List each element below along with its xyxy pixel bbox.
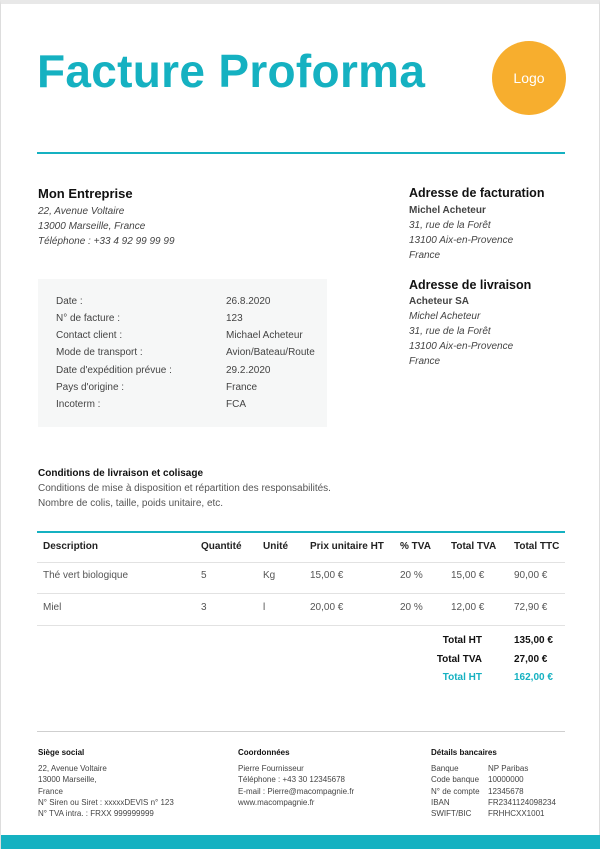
bank-value: FRHHCXX1001 bbox=[488, 809, 545, 819]
total-tva-label: Total TVA bbox=[436, 654, 482, 665]
col-header-total-ttc: Total TTC bbox=[514, 541, 560, 552]
footer-line: 13000 Marseille, bbox=[38, 775, 97, 785]
logo: Logo bbox=[492, 41, 566, 115]
cell-unit-price: 20,00 € bbox=[310, 602, 344, 613]
footer-line: N° TVA intra. : FRXX 999999999 bbox=[38, 809, 154, 819]
conditions-line: Nombre de colis, taille, poids unitaire, etc. bbox=[38, 497, 224, 509]
cell-total-ttc: 72,90 € bbox=[514, 602, 548, 613]
col-header-vat-total: Total TVA bbox=[451, 541, 497, 552]
info-label-incoterm: Incoterm : bbox=[56, 399, 101, 410]
bank-value: 10000000 bbox=[488, 775, 524, 785]
footer-accent-bar bbox=[1, 835, 600, 849]
bank-label: Banque bbox=[431, 764, 459, 773]
grand-total-value: 162,00 € bbox=[514, 672, 553, 683]
info-label-origin: Pays d'origine : bbox=[56, 382, 125, 393]
cell-description: Miel bbox=[43, 602, 62, 613]
table-divider bbox=[37, 625, 565, 626]
footer-bank-values bbox=[488, 763, 556, 819]
bank-label: N° de compte bbox=[431, 786, 480, 796]
cell-description: Thé vert biologique bbox=[43, 570, 129, 581]
bank-value: FR2341124098234 bbox=[488, 797, 556, 807]
info-value-date: 26.8.2020 bbox=[226, 296, 271, 307]
info-label-invoice-number: N° de facture : bbox=[56, 313, 121, 324]
footer-coords-text bbox=[238, 763, 354, 808]
bank-label: Code banque bbox=[431, 775, 480, 785]
footer-divider bbox=[37, 731, 565, 732]
seller-phone: Téléphone : +33 4 92 99 99 99 bbox=[38, 236, 175, 247]
bank-label: IBAN bbox=[431, 797, 450, 807]
info-value-invoice-number: 123 bbox=[226, 313, 243, 324]
cell-vat-rate: 20 % bbox=[400, 602, 423, 613]
footer-bank-labels bbox=[431, 763, 480, 819]
col-header-vat-rate: % TVA bbox=[400, 541, 431, 552]
footer-line: Pierre Fournisseur bbox=[238, 764, 304, 773]
shipping-title: Adresse de livraison bbox=[409, 278, 532, 292]
footer-bank-title: Détails bancaires bbox=[431, 748, 497, 757]
cell-vat-total: 15,00 € bbox=[451, 570, 485, 581]
shipping-address bbox=[409, 309, 513, 369]
seller-address bbox=[38, 204, 175, 249]
footer-line: 22, Avenue Voltaire bbox=[38, 764, 107, 773]
shipping-company: Acheteur SA bbox=[409, 296, 470, 307]
footer-line: N° Siren ou Siret : xxxxxDEVIS n° 123 bbox=[38, 797, 174, 807]
info-value-incoterm: FCA bbox=[226, 399, 246, 410]
footer-line: France bbox=[38, 786, 63, 796]
shipping-address-line: 13100 Aix-en-Provence bbox=[409, 341, 514, 352]
bank-value: 12345678 bbox=[488, 786, 524, 796]
cell-unit-price: 15,00 € bbox=[310, 570, 344, 581]
bank-value: NP Paribas bbox=[488, 764, 529, 773]
billing-address-line: 31, rue de la Forêt bbox=[409, 220, 491, 231]
bank-label: SWIFT/BIC bbox=[431, 809, 472, 819]
info-value-transport: Avion/Bateau/Route bbox=[226, 347, 315, 358]
total-ht-label: Total HT bbox=[442, 635, 482, 646]
billing-title: Adresse de facturation bbox=[409, 186, 545, 200]
table-top-rule bbox=[37, 531, 565, 533]
info-value-contact: Michael Acheteur bbox=[226, 330, 303, 341]
seller-address-line: 22, Avenue Voltaire bbox=[38, 206, 125, 217]
info-label-transport: Mode de transport : bbox=[56, 347, 143, 358]
header-divider bbox=[37, 152, 565, 154]
shipping-address-line: France bbox=[409, 356, 441, 367]
cell-vat-total: 12,00 € bbox=[451, 602, 485, 613]
col-header-unit: Unité bbox=[263, 541, 288, 552]
footer-email[interactable]: E-mail : Pierre@macompagnie.fr bbox=[238, 786, 355, 796]
document-title: Facture Proforma bbox=[37, 45, 426, 97]
shipping-address-line: Michel Acheteur bbox=[409, 311, 481, 322]
footer-siege-text bbox=[38, 763, 174, 819]
footer-coords-title: Coordonnées bbox=[238, 748, 290, 757]
cell-quantity: 5 bbox=[201, 570, 207, 581]
table-divider bbox=[37, 562, 565, 563]
conditions-title: Conditions de livraison et colisage bbox=[38, 468, 204, 479]
shipping-address-line: 31, rue de la Forêt bbox=[409, 326, 491, 337]
seller-name: Mon Entreprise bbox=[38, 186, 133, 201]
info-label-contact: Contact client : bbox=[56, 330, 123, 341]
footer-website[interactable]: www.macompagnie.fr bbox=[238, 797, 315, 807]
billing-address bbox=[409, 218, 513, 263]
billing-name: Michel Acheteur bbox=[409, 205, 486, 216]
col-header-description: Description bbox=[43, 541, 99, 552]
cell-unit: Kg bbox=[263, 570, 276, 581]
cell-unit: l bbox=[263, 602, 266, 613]
footer-siege-title: Siège social bbox=[38, 748, 85, 757]
info-value-origin: France bbox=[226, 382, 258, 393]
info-label-date: Date : bbox=[56, 296, 83, 307]
col-header-quantity: Quantité bbox=[201, 541, 242, 552]
info-value-ship-date: 29.2.2020 bbox=[226, 365, 271, 376]
col-header-unit-price: Prix unitaire HT bbox=[310, 541, 384, 552]
cell-total-ttc: 90,00 € bbox=[514, 570, 548, 581]
seller-address-line: 13000 Marseille, France bbox=[38, 221, 146, 232]
conditions-text bbox=[38, 482, 331, 511]
total-ht-value: 135,00 € bbox=[514, 635, 553, 646]
grand-total-label: Total HT bbox=[442, 672, 482, 683]
cell-quantity: 3 bbox=[201, 602, 207, 613]
billing-address-line: 13100 Aix-en-Provence bbox=[409, 235, 514, 246]
table-divider bbox=[37, 593, 565, 594]
info-label-ship-date: Date d'expédition prévue : bbox=[56, 365, 172, 376]
conditions-line: Conditions de mise à disposition et répartition des responsabilités. bbox=[38, 483, 331, 494]
footer-line: Téléphone : +43 30 12345678 bbox=[238, 775, 345, 785]
total-tva-value: 27,00 € bbox=[514, 654, 548, 665]
cell-vat-rate: 20 % bbox=[400, 570, 423, 581]
billing-address-line: France bbox=[409, 250, 441, 261]
